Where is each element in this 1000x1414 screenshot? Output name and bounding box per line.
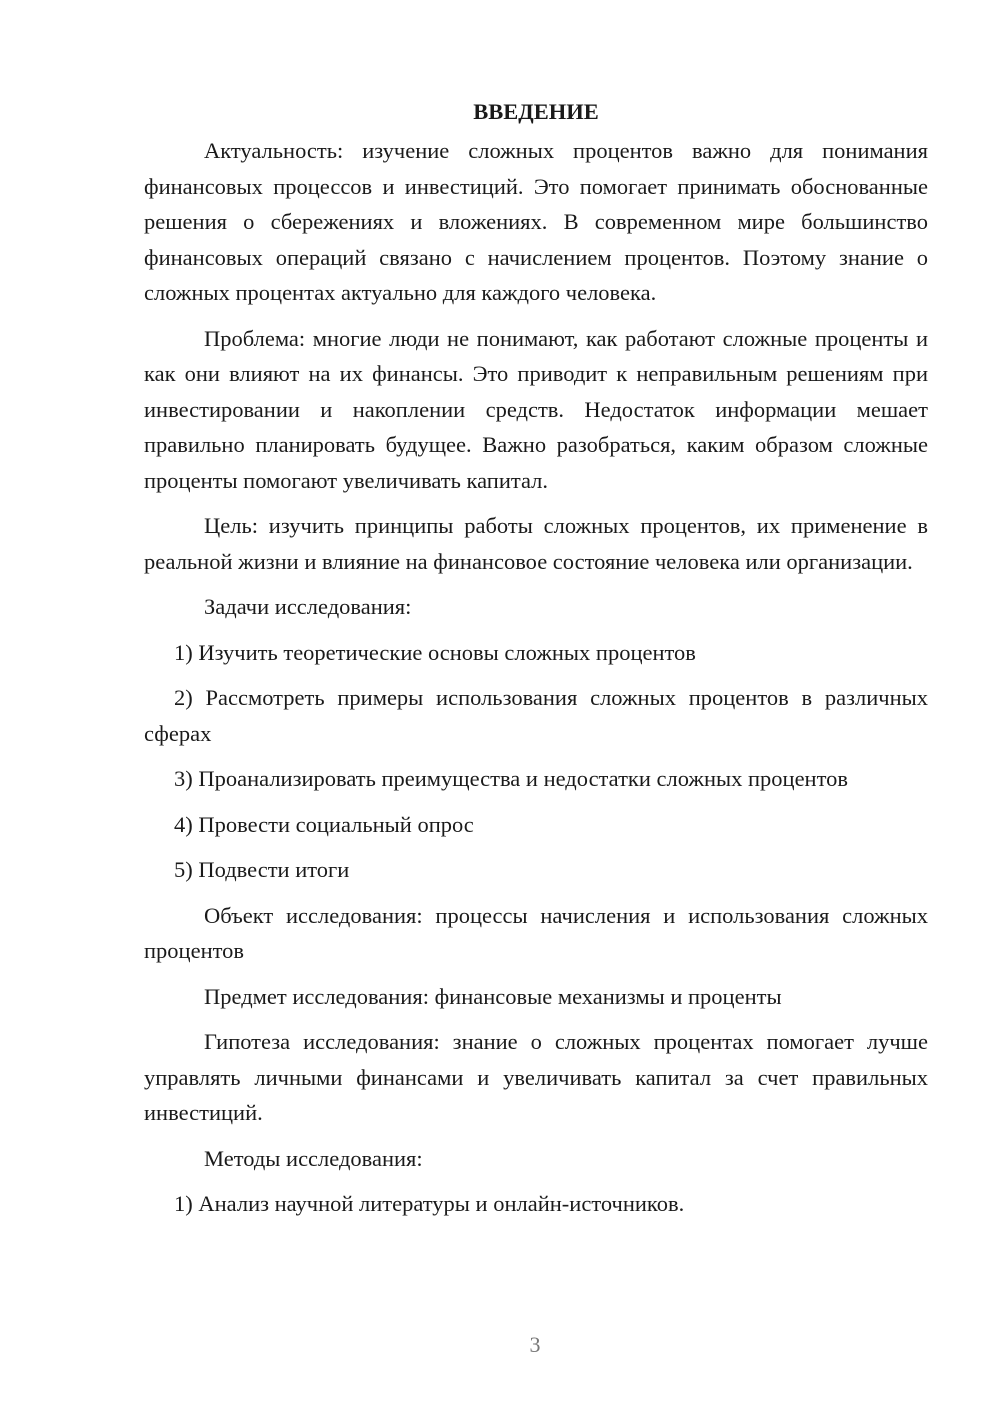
list-item-task-2: 2) Рассмотреть примеры использования сложных процентов в различных сферах: [144, 685, 928, 746]
paragraph-methods-heading: Методы исследования:: [204, 1145, 423, 1171]
document-page: [144, 94, 928, 1232]
paragraph-tasks-heading: Задачи исследования:: [204, 594, 412, 619]
list-item-task-4: 4) Провести социальный опрос: [174, 811, 474, 837]
list-item-method-1: 1) Анализ научной литературы и онлайн-источников.: [174, 1191, 685, 1216]
list-item-task-1: 1) Изучить теоретические основы сложных процентов: [174, 639, 696, 665]
paragraph-hypothesis: Гипотеза исследования: знание о сложных процентах помогает лучше управлять личными финансами и увеличивать капитал за счет правильных инвестиций.: [144, 1029, 928, 1125]
paragraph-object: Объект исследования: процессы начисления и использования сложных процентов: [144, 902, 928, 963]
paragraph-problem: Проблема: многие люди не понимают, как работают сложные проценты и как они влияют на их финансы. Это приводит к неправильным решениям при инвестировании и накоплении средств. Недостаток информации мешает правильно планировать будущее. Важно разобраться, каким образом сложные проценты помогают увеличивать капитал.: [144, 325, 928, 493]
list-item-task-5: 5) Подвести итоги: [174, 857, 350, 882]
page-number: 3: [529, 1332, 541, 1357]
paragraph-goal: Цель: изучить принципы работы сложных процентов, их применение в реальной жизни и влияние на финансовое состояние человека или организации.: [144, 513, 928, 574]
paragraph-subject: Предмет исследования: финансовые механизмы и проценты: [204, 983, 782, 1009]
document-title: ВВЕДЕНИЕ: [473, 99, 599, 124]
paragraph-relevance: Актуальность: изучение сложных процентов важно для понимания финансовых процессов и инвестиций. Это помогает принимать обоснованные решения о сбережениях и вложениях. В современном мире большинство финансовых операций связано с начислением процентов. Поэтому знание о сложных процентах актуально для каждого человека.: [144, 138, 928, 305]
list-item-task-3: 3) Проанализировать преимущества и недостатки сложных процентов: [174, 766, 849, 791]
